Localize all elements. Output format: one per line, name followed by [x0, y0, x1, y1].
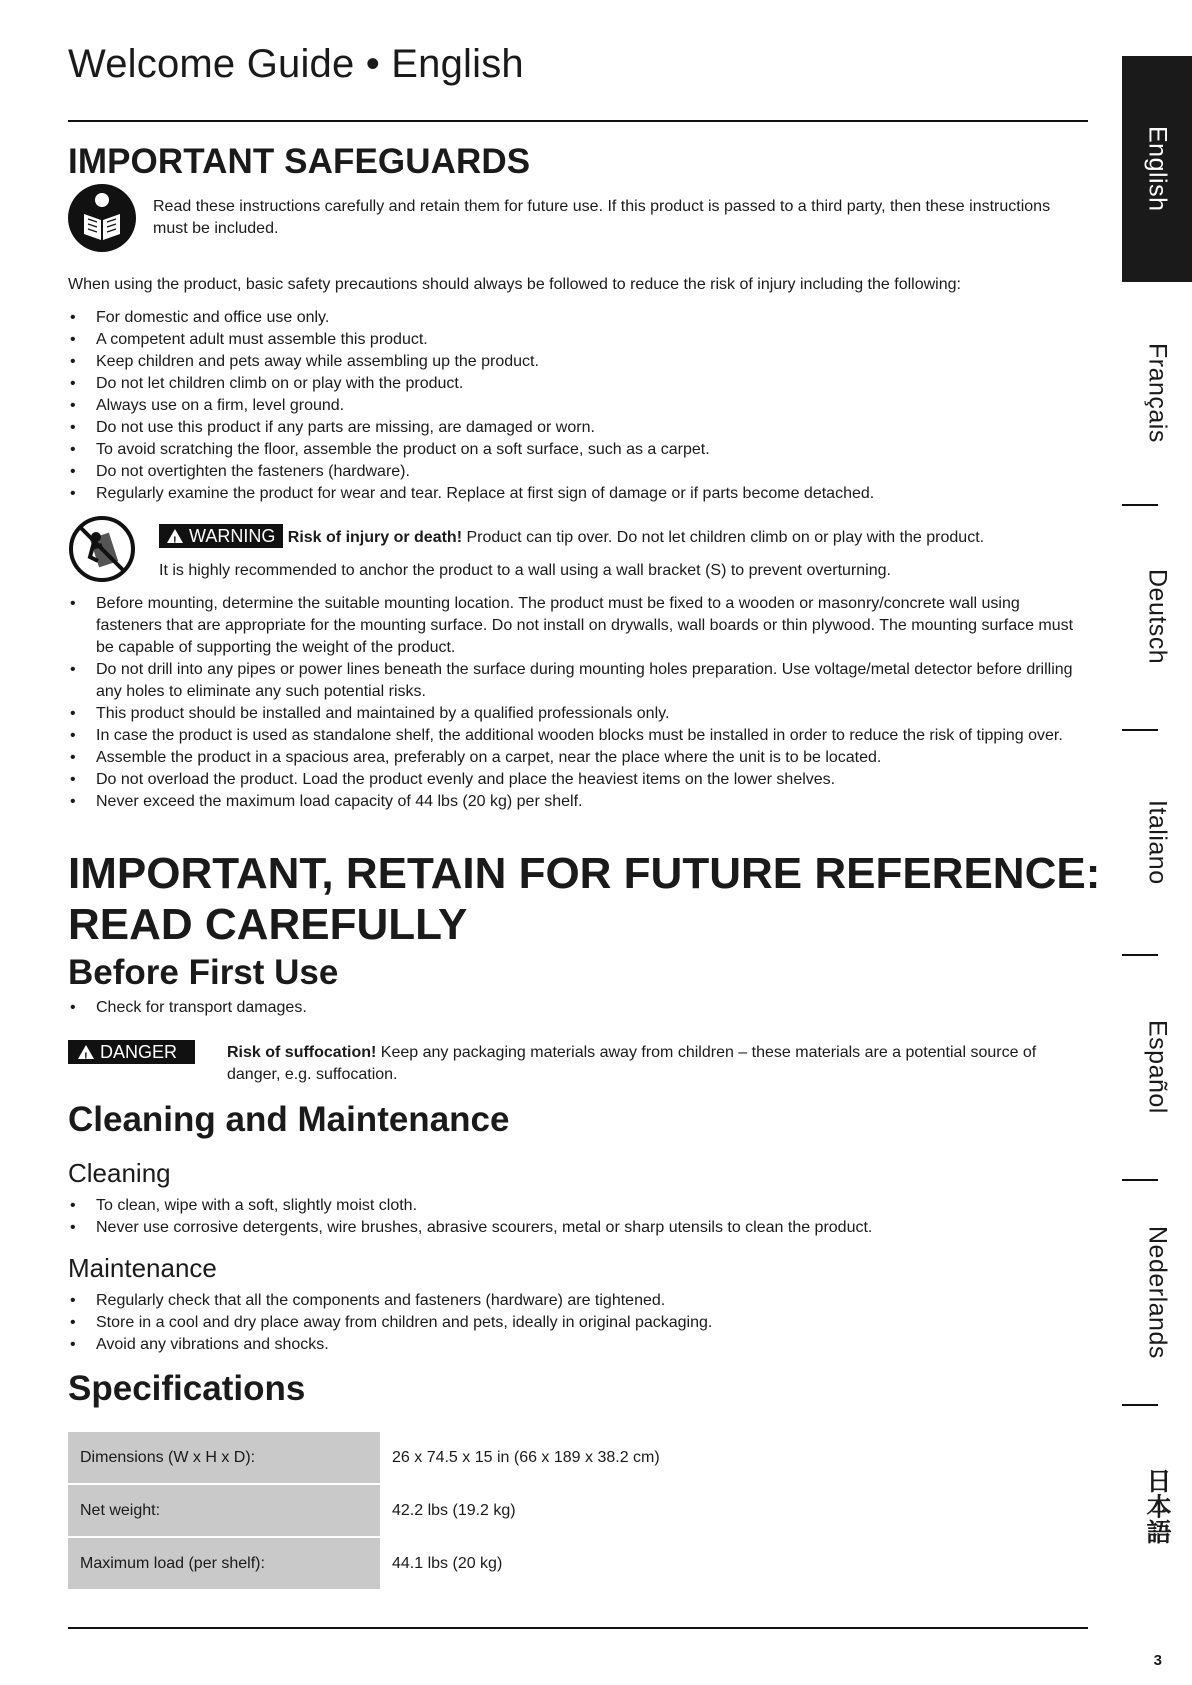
cleaning-list — [68, 1195, 1088, 1239]
list-item: • Do not use this product if any parts are missing, are damaged or worn. — [68, 417, 1088, 439]
maintenance-heading: Maintenance — [68, 1253, 217, 1283]
tab-italiano[interactable]: Italiano — [1143, 799, 1172, 885]
tab-espanol[interactable]: Español — [1143, 1020, 1172, 1114]
cleaning-heading: Cleaning — [68, 1158, 171, 1188]
list-item: • For domestic and office use only. — [68, 307, 1088, 329]
safeguards-lead: When using the product, basic safety precautions should always be followed to reduce the risk of injury including the following: — [68, 276, 961, 293]
safeguards-heading: IMPORTANT SAFEGUARDS — [68, 142, 531, 181]
list-item: • A competent adult must assemble this product. — [68, 329, 1088, 351]
list-item: • Do not overload the product. Load the product evenly and place the heaviest items on the lower shelves. — [68, 769, 1088, 791]
warning-bold: Risk of injury or death! — [287, 529, 463, 546]
warning-line — [159, 524, 1089, 549]
spec-value: 26 x 74.5 x 15 in (66 x 189 x 38.2 cm) — [392, 1449, 660, 1466]
tab-francais[interactable]: Français — [1143, 343, 1172, 443]
list-item: • To avoid scratching the floor, assemble the product on a soft surface, such as a carpet. — [68, 439, 1088, 461]
safeguards-intro: Read these instructions carefully and retain them for future use. If this product is passed to a third party, then these instructions must be included. — [153, 198, 1051, 237]
list-item: • This product should be installed and maintained by a qualified professionals only. — [68, 703, 1088, 725]
list-item: • Avoid any vibrations and shocks. — [68, 1334, 1088, 1356]
read-manual-icon — [68, 184, 136, 252]
list-item: • Do not let children climb on or play with the product. — [68, 373, 1088, 395]
list-item: • Do not overtighten the fasteners (hardware). — [68, 461, 1088, 483]
tab-deutsch[interactable]: Deutsch — [1143, 569, 1172, 665]
before-first-use-heading: Before First Use — [68, 953, 339, 992]
list-item: • Keep children and pets away while assembling up the product. — [68, 351, 1088, 373]
warning-text: Product can tip over. Do not let children climb on or play with the product. — [462, 529, 985, 546]
spec-value: 42.2 lbs (19.2 kg) — [392, 1501, 516, 1519]
tab-japanese[interactable]: 日本語 — [1143, 1467, 1171, 1545]
specifications-heading: Specifications — [68, 1369, 306, 1408]
cleaning-maintenance-heading: Cleaning and Maintenance — [68, 1100, 510, 1139]
header-rule — [68, 120, 1088, 122]
list-item: • Regularly check that all the components and fasteners (hardware) are tightened. — [68, 1290, 1088, 1312]
list-item: • Do not drill into any pipes or power lines beneath the surface during mounting holes preparation. Use voltage/metal detector before drilling any holes to eliminate any such potential risks. — [68, 659, 1088, 703]
list-item: • Regularly examine the product for wear and tear. Replace at first sign of damage or if parts become detached. — [68, 483, 1088, 505]
warning-badge: !WARNING — [159, 524, 283, 548]
list-item: • In case the product is used as standalone shelf, the additional wooden blocks must be installed in order to reduce the risk of tipping over. — [68, 725, 1088, 747]
spec-value: 44.1 lbs (20 kg) — [392, 1554, 503, 1572]
spec-label: Maximum load (per shelf): — [68, 1537, 380, 1590]
before-first-use-list — [68, 997, 1088, 1019]
list-item: • Never use corrosive detergents, wire brushes, abrasive scourers, metal or sharp utensils to clean the product. — [68, 1217, 1088, 1239]
maintenance-list — [68, 1290, 1088, 1356]
table-row — [68, 1432, 708, 1484]
safeguards-list-2 — [68, 593, 1088, 813]
no-climbing-icon — [68, 515, 136, 583]
danger-badge: !DANGER — [68, 1040, 195, 1064]
page-title: Welcome Guide • English — [68, 42, 524, 86]
list-item: • Store in a cool and dry place away from children and pets, ideally in original packaging. — [68, 1312, 1088, 1334]
spec-label: Net weight: — [68, 1484, 380, 1537]
list-item: • To clean, wipe with a soft, slightly moist cloth. — [68, 1195, 1088, 1217]
danger-text: Risk of suffocation! Keep any packaging materials away from children – these materials are a potential source of danger, e.g. suffocation. — [227, 1044, 1037, 1083]
tab-nederlands[interactable]: Nederlands — [1143, 1225, 1172, 1359]
warning-note: It is highly recommended to anchor the product to a wall using a wall bracket (S) to prevent overturning. — [159, 562, 891, 579]
specifications-table — [68, 1432, 708, 1591]
spec-label: Dimensions (W x H x D): — [68, 1432, 380, 1484]
table-row — [68, 1484, 708, 1537]
list-item: • Before mounting, determine the suitable mounting location. The product must be fixed to a wooden or masonry/concrete wall using fasteners that are appropriate for the mounting surface. Do not install on drywalls, wall boards or thin plywood. The mounting surface must be capable of supporting the weight of the product. — [68, 593, 1088, 659]
safeguards-list — [68, 307, 1088, 505]
tab-english[interactable]: English — [1122, 56, 1192, 282]
danger-triangle-icon — [78, 1045, 94, 1059]
list-item: • Assemble the product in a spacious area, preferably on a carpet, near the place where the unit is to be located. — [68, 747, 1088, 769]
list-item: • Always use on a firm, level ground. — [68, 395, 1088, 417]
table-row — [68, 1537, 708, 1590]
page-number: 3 — [1153, 1652, 1162, 1669]
list-item: • Never exceed the maximum load capacity of 44 lbs (20 kg) per shelf. — [68, 791, 1088, 813]
retain-heading: IMPORTANT, RETAIN FOR FUTURE REFERENCE: READ CAREFULLY — [68, 849, 1101, 949]
list-item: • Check for transport damages. — [68, 997, 1088, 1019]
warning-triangle-icon — [167, 529, 183, 543]
footer-rule — [68, 1627, 1088, 1629]
